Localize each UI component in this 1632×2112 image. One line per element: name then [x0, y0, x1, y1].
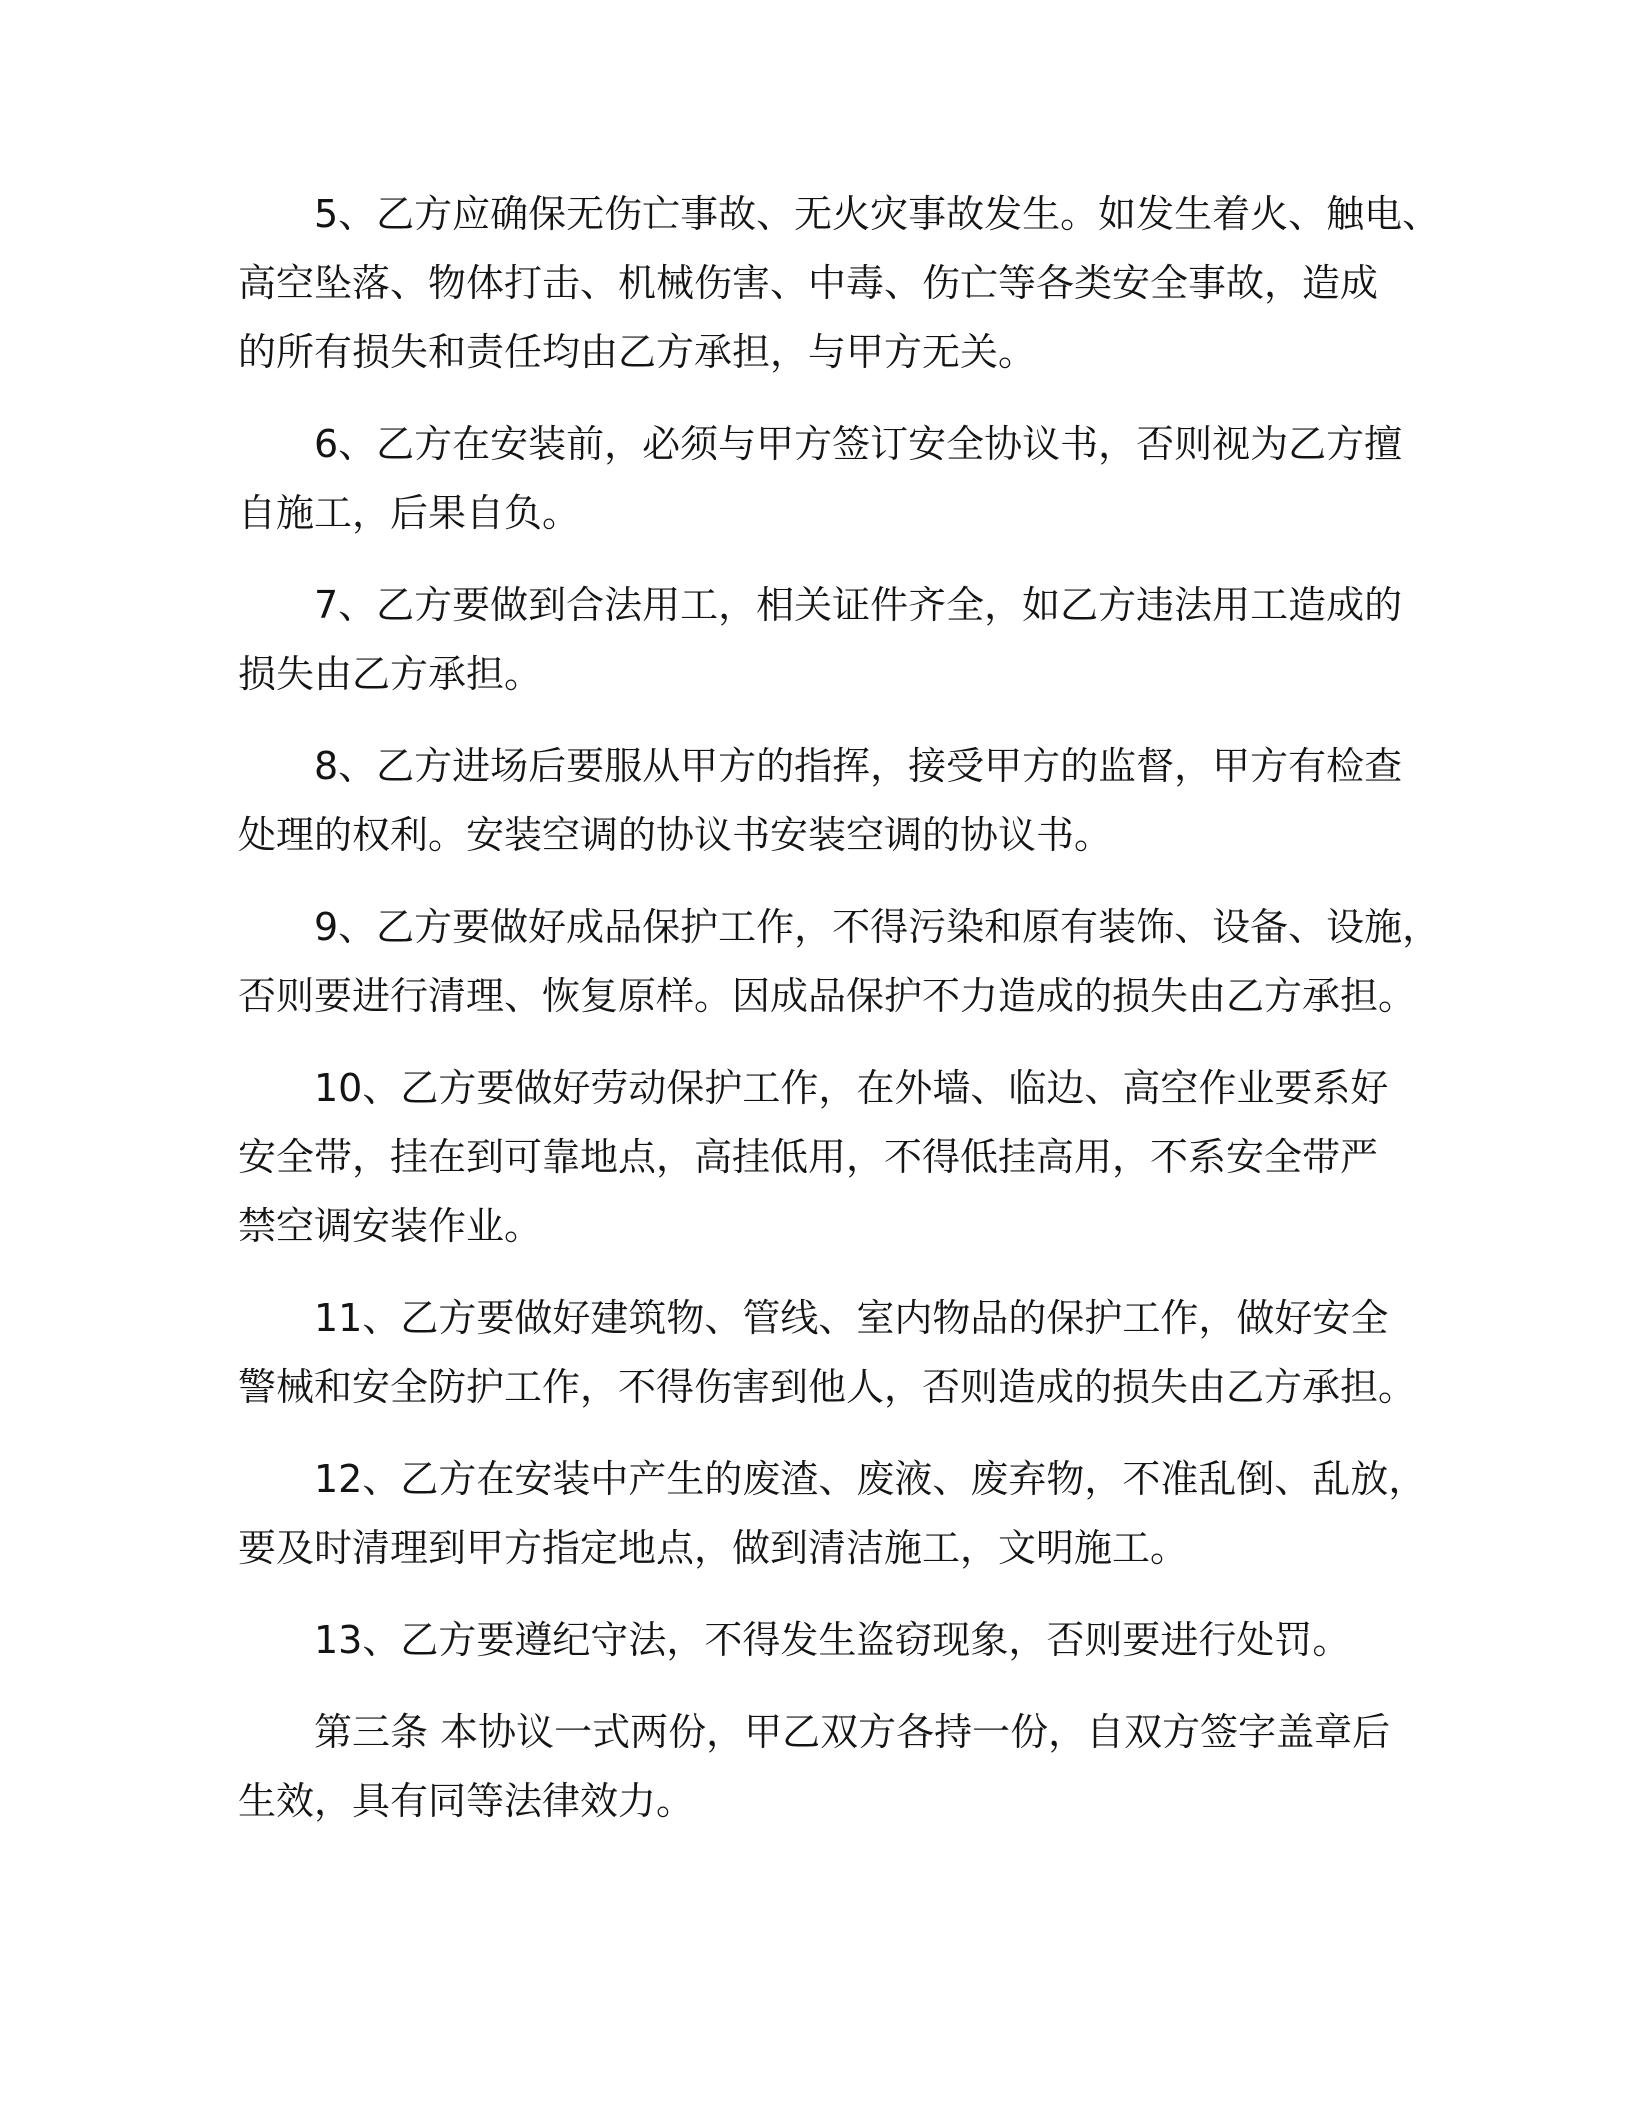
clause-11-line-1: 11、乙方要做好建筑物、管线、室内物品的保护工作，做好安全	[314, 1296, 1389, 1340]
clause-5-line-1: 5、乙方应确保无伤亡事故、无火灾事故发生。如发生着火、触电、	[314, 192, 1441, 236]
clause-5-line-3: 的所有损失和责任均由乙方承担，与甲方无关。	[238, 330, 1037, 374]
clause-8	[238, 732, 1403, 870]
clause-8-line-2: 处理的权利。安装空调的协议书安装空调的协议书。	[238, 813, 1113, 857]
clause-11	[238, 1284, 1417, 1422]
clause-10	[238, 1054, 1398, 1261]
clause-11-line-2: 警械和安全防护工作，不得伤害到他人，否则造成的损失由乙方承担。	[238, 1365, 1417, 1409]
article-3-line-2: 生效，具有同等法律效力。	[238, 1779, 695, 1823]
clause-10-line-2: 安全带，挂在到可靠地点，高挂低用，不得低挂高用，不系安全带严	[238, 1135, 1379, 1179]
clause-6	[238, 410, 1403, 548]
clause-9-line-1: 9、乙方要做好成品保护工作，不得污染和原有装饰、设备、设施，	[314, 905, 1441, 949]
clause-8-line-1: 8、乙方进场后要服从甲方的指挥，接受甲方的监督，甲方有检查	[314, 744, 1403, 788]
clause-13	[238, 1606, 1398, 1675]
article-3	[238, 1698, 1398, 1836]
clause-7	[238, 571, 1403, 709]
clause-7-line-2: 损失由乙方承担。	[238, 652, 543, 696]
clause-9	[238, 893, 1441, 1031]
clause-12-line-1: 12、乙方在安装中产生的废渣、废液、废弃物，不准乱倒、乱放，	[314, 1457, 1427, 1501]
clause-12-line-2: 要及时清理到甲方指定地点，做到清洁施工，文明施工。	[238, 1526, 1189, 1570]
clause-12	[238, 1445, 1427, 1583]
document-body	[238, 180, 1441, 1859]
clause-5	[238, 180, 1441, 387]
clause-6-line-2: 自施工，后果自负。	[238, 491, 581, 535]
article-3-line-1: 第三条 本协议一式两份，甲乙双方各持一份，自双方签字盖章后	[314, 1710, 1391, 1754]
clause-9-line-2: 否则要进行清理、恢复原样。因成品保护不力造成的损失由乙方承担。	[238, 974, 1417, 1018]
clause-13-line-1: 13、乙方要遵纪守法，不得发生盗窃现象，否则要进行处罚。	[314, 1618, 1351, 1662]
clause-7-line-1: 7、乙方要做到合法用工，相关证件齐全，如乙方违法用工造成的	[314, 583, 1403, 627]
clause-10-line-3: 禁空调安装作业。	[238, 1204, 543, 1248]
clause-5-line-2: 高空坠落、物体打击、机械伤害、中毒、伤亡等各类安全事故，造成	[238, 261, 1379, 305]
clause-10-line-1: 10、乙方要做好劳动保护工作，在外墙、临边、高空作业要系好	[314, 1066, 1389, 1110]
clause-6-line-1: 6、乙方在安装前，必须与甲方签订安全协议书，否则视为乙方擅	[314, 422, 1403, 466]
